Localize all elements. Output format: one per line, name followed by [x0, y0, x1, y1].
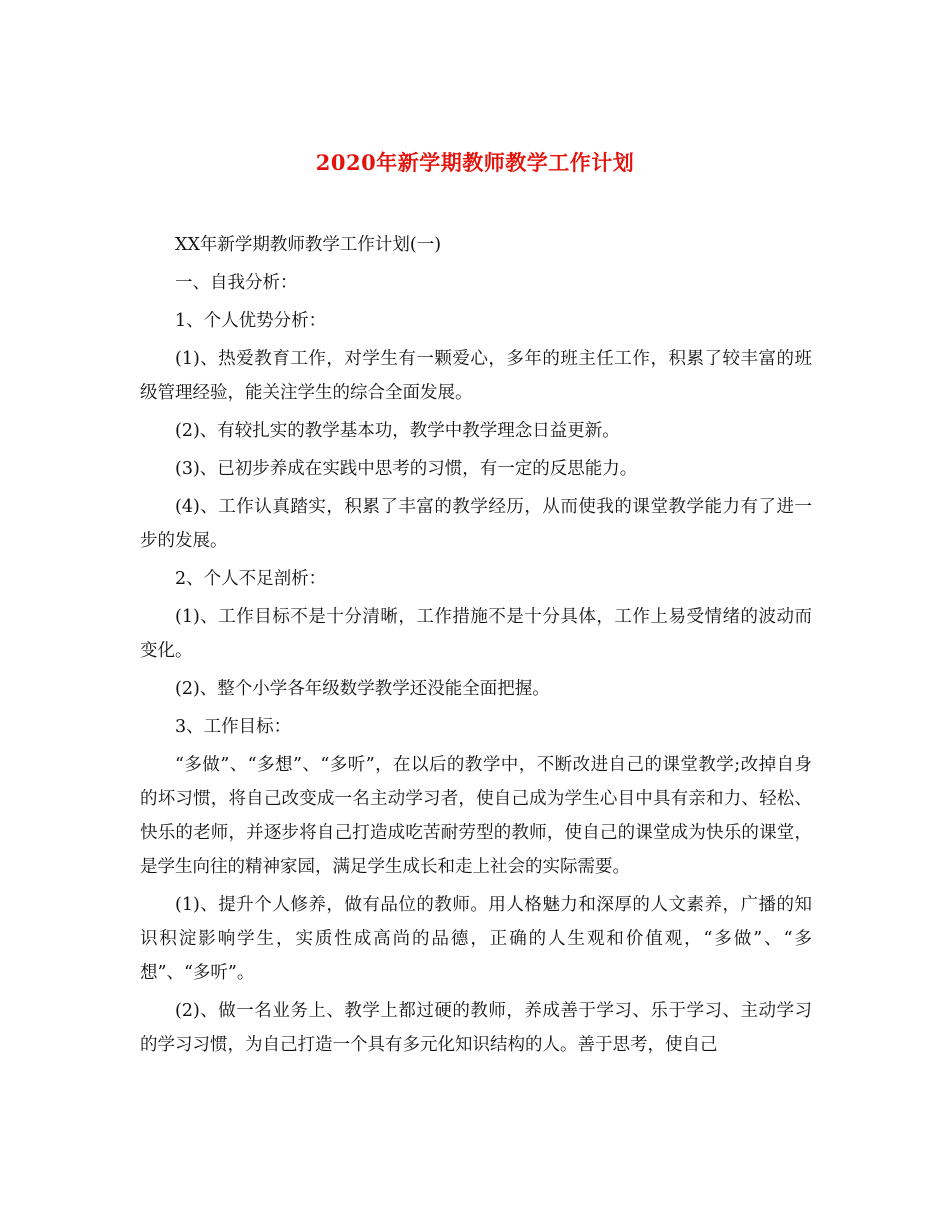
paragraph: (1)、工作目标不是十分清晰，工作措施不是十分具体，工作上易受情绪的波动而变化。 [140, 607, 812, 661]
paragraph: (2)、做一名业务上、教学上都过硬的教师，养成善于学习、乐于学习、主动学习的学习习惯，为自己打造一个具有多元化知识结构的人。善于思考，使自己 [140, 1001, 812, 1055]
document-title: 2020年新学期教师教学工作计划 [315, 150, 635, 175]
paragraph: (3)、已初步养成在实践中思考的习惯，有一定的反思能力。 [175, 459, 638, 479]
paragraph: (2)、有较扎实的教学基本功，教学中教学理念日益更新。 [175, 421, 620, 441]
paragraph: (1)、提升个人修养，做有品位的教师。用人格魅力和深厚的人文素养，广播的知识积淀影响学生，实质性成高尚的品德，正确的人生观和价值观，“多做”、“多想”、“多听”。 [140, 895, 812, 983]
paragraph: (4)、工作认真踏实，积累了丰富的教学经历，从而使我的课堂教学能力有了进一步的发展。 [140, 497, 812, 551]
paragraph: XX年新学期教师教学工作计划(一) [175, 235, 442, 255]
paragraph: (1)、热爱教育工作，对学生有一颗爱心，多年的班主任工作，积累了较丰富的班级管理经验，能关注学生的综合全面发展。 [140, 349, 812, 403]
paragraph: (2)、整个小学各年级数学教学还没能全面把握。 [175, 679, 550, 699]
paragraph: 一、自我分析： [175, 273, 298, 293]
paragraph: “多做”、“多想”、“多听”，在以后的教学中，不断改进自己的课堂教学;改掉自身的坏习惯，将自己改变成一名主动学习者，使自己成为学生心目中具有亲和力、轻松、快乐的老师，并逐步将自己打造成吃苦耐劳型的教师，使自己的课堂成为快乐的课堂，是学生向往的精神家园，满足学生成长和走上社会的实际需要。 [140, 755, 812, 877]
paragraph: 2、个人不足剖析： [175, 569, 327, 589]
document-body [140, 228, 812, 1066]
paragraph: 3、工作目标： [175, 717, 292, 737]
paragraph: 1、个人优势分析： [175, 311, 327, 331]
